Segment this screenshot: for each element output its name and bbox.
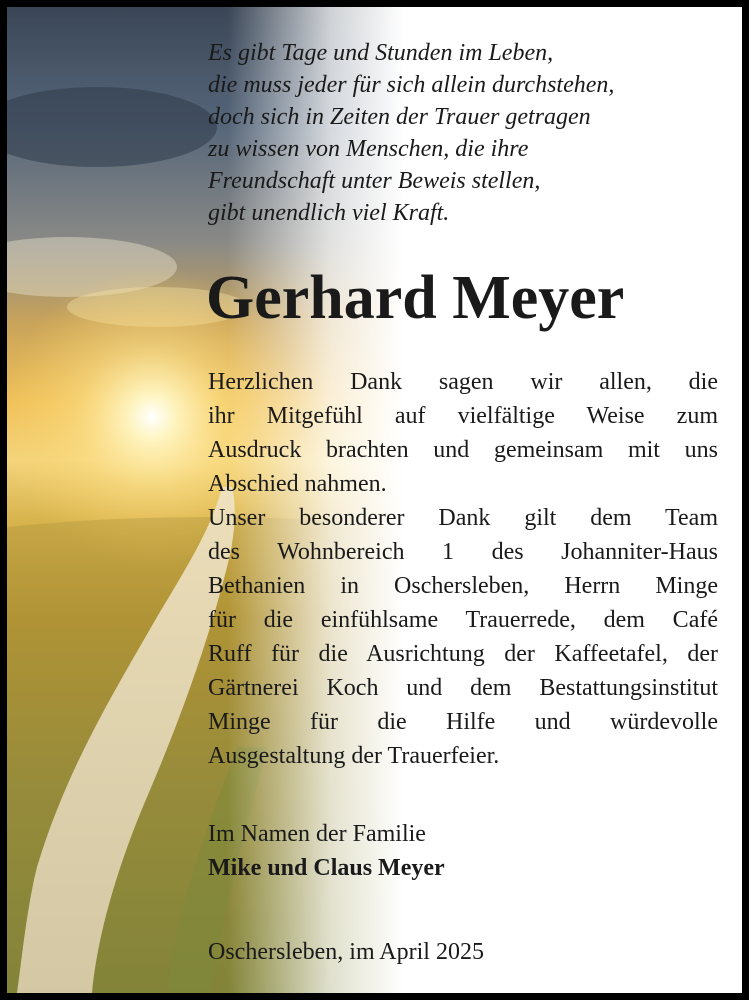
text-line: Ruff für die Ausrichtung der Kaffeetafel, der [208,641,718,667]
content [202,29,724,969]
poem-line: zu wissen von Menschen, die ihre [208,136,529,162]
text-line: Herzlichen Dank sagen wir allen, die [208,369,718,395]
text-line: Ausdruck brachten und gemeinsam mit uns [208,437,718,463]
poem-line: gibt unendlich viel Kraft. [208,200,450,226]
poem-line: Freundschaft unter Beweis stellen, [208,168,541,194]
poem [208,37,724,229]
signature [208,817,724,885]
signature-intro: Im Namen der Familie [208,821,426,847]
text-line: für die einfühlsame Trauerrede, dem Café [208,607,718,633]
deceased-name: Gerhard Meyer [206,264,625,332]
text-line: Gärtnerei Koch und dem Bestattungsinstitut [208,675,718,701]
poem-line: Es gibt Tage und Stunden im Leben, [208,40,554,66]
text-line: Unser besonderer Dank gilt dem Team [208,505,718,531]
signature-names: Mike und Claus Meyer [208,855,445,881]
place-date: Oschersleben, im April 2025 [208,939,484,965]
poem-line: doch sich in Zeiten der Trauer getragen [208,104,591,130]
text-line: Minge für die Hilfe und würdevolle [208,709,718,735]
text-line: Bethanien in Oschersleben, Herrn Minge [208,573,718,599]
poem-line: die muss jeder für sich allein durchstehen, [208,72,615,98]
text-line: des Wohnbereich 1 des Johanniter-Haus [208,539,718,565]
thanks-text [208,365,718,773]
text-line: ihr Mitgefühl auf vielfältige Weise zum [208,403,718,429]
text-line: Ausgestaltung der Trauerfeier. [208,743,500,769]
text-line: Abschied nahmen. [208,471,387,497]
